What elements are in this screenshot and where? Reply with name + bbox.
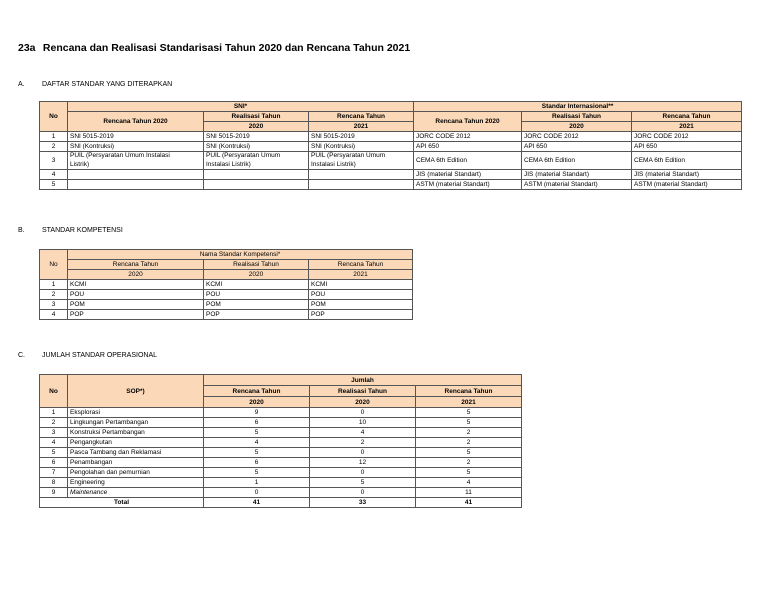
no-header: No [40, 102, 68, 132]
table-row: 8 Engineering 1 5 4 [40, 478, 522, 488]
year-2021: 2021 [309, 122, 414, 132]
col-rencana-2020-intl: Rencana Tahun 2020 [414, 112, 522, 132]
table-row: 2 SNI (Kontruksi) SNI (Kontruksi) SNI (Kontruksi) API 650 API 650 API 650 [40, 142, 742, 152]
no-header: No [40, 250, 68, 280]
table-row: 4 POP POP POP [40, 310, 413, 320]
table-row: 5 ASTM (material Standart) ASTM (material Standart) ASTM (material Standart) [40, 180, 742, 190]
table-row: 3 Konstruksi Pertambangan 5 4 2 [40, 428, 522, 438]
section-a-heading: A. DAFTAR STANDAR YANG DITERAPKAN [18, 81, 173, 88]
title-text: Rencana dan Realisasi Standarisasi Tahun 2020 dan Rencana Tahun 2021 [42, 42, 411, 54]
col-rencana-2020: Rencana Tahun 2020 [68, 112, 204, 132]
table-row: 1 KCMI KCMI KCMI [40, 280, 413, 290]
table-row: 7 Pengolahan dan pemurnian 5 0 5 [40, 468, 522, 478]
col-realisasi: Realisasi Tahun [204, 112, 309, 122]
competency-group-header: Nama Standar Kompetensi* [68, 250, 413, 260]
col-rencana: Rencana Tahun [309, 112, 414, 122]
table-row: 1 SNI 5015-2019 SNI 5015-2019 SNI 5015-2019 JORC CODE 2012 JORC CODE 2012 JORC CODE 2012 [40, 132, 742, 142]
year-2020-intl: 2020 [522, 122, 632, 132]
section-b-heading: B. STANDAR KOMPETENSI [18, 227, 123, 234]
competency-table: No Nama Standar Kompetensi* Rencana Tahun Realisasi Tahun Rencana Tahun 2020 2020 2021 1 KCMI KCMI KCMI 2 POU POU POU 3 POM POM POM 4 POP POP POP [39, 249, 413, 320]
table-row: 4 Pengangkutan 4 2 2 [40, 438, 522, 448]
table-row: 5 Pasca Tambang dan Reklamasi 5 0 5 [40, 448, 522, 458]
table-row: 4 JIS (material Standart) JIS (material Standart) JIS (material Standart) [40, 170, 742, 180]
col-rencana-intl: Rencana Tahun [632, 112, 742, 122]
jumlah-group-header: Jumlah [204, 375, 522, 386]
section-c-heading: C. JUMLAH STANDAR OPERASIONAL [18, 352, 158, 359]
table-row: 9 Maintenance 0 0 11 [40, 488, 522, 498]
sop-header: SOP*) [68, 375, 204, 408]
table-row: 6 Penambangan 6 12 2 [40, 458, 522, 468]
col-realisasi-intl: Realisasi Tahun [522, 112, 632, 122]
no-header: No [40, 375, 68, 408]
table-row: 2 POU POU POU [40, 290, 413, 300]
intl-group-header: Standar Internasional** [414, 102, 742, 112]
year-2020: 2020 [204, 122, 309, 132]
total-row: Total 41 33 41 [40, 498, 522, 508]
table-row: 2 Lingkungan Pertambangan 6 10 5 [40, 418, 522, 428]
sop-table: No SOP*) Jumlah Rencana Tahun Realisasi Tahun Rencana Tahun 2020 2020 2021 1 Eksplorasi 9 0 5 2 Lingkungan Pertambangan 6 10 5 3 Konstruksi Pertambangan 5 4 2 4 Pengangkutan 4 2 2 5 Pasca Tambang dan Reklamasi 5 0 5 6 Penambangan 6 12 2 7 Pengolahan dan pemurnian 5 0 5 8 Engineering 1 5 4 9 Maintenance 0 0 11 Total 41 33 41 [39, 374, 522, 508]
sni-group-header: SNI* [68, 102, 414, 112]
standards-table [39, 101, 742, 190]
title-number: 23a [18, 42, 36, 54]
table-row: 3 POM POM POM [40, 300, 413, 310]
page-title [18, 42, 410, 54]
table-row: 3 PUIL (Persyaratan Umum Instalasi Listrik) PUIL (Persyaratan Umum Instalasi Listrik) PUIL (Persyaratan Umum Instalasi Listrik) CEMA 6th Edition CEMA 6th Edition CEMA 6th Edition [40, 152, 742, 170]
year-2021-intl: 2021 [632, 122, 742, 132]
table-row: 1 Eksplorasi 9 0 5 [40, 408, 522, 418]
